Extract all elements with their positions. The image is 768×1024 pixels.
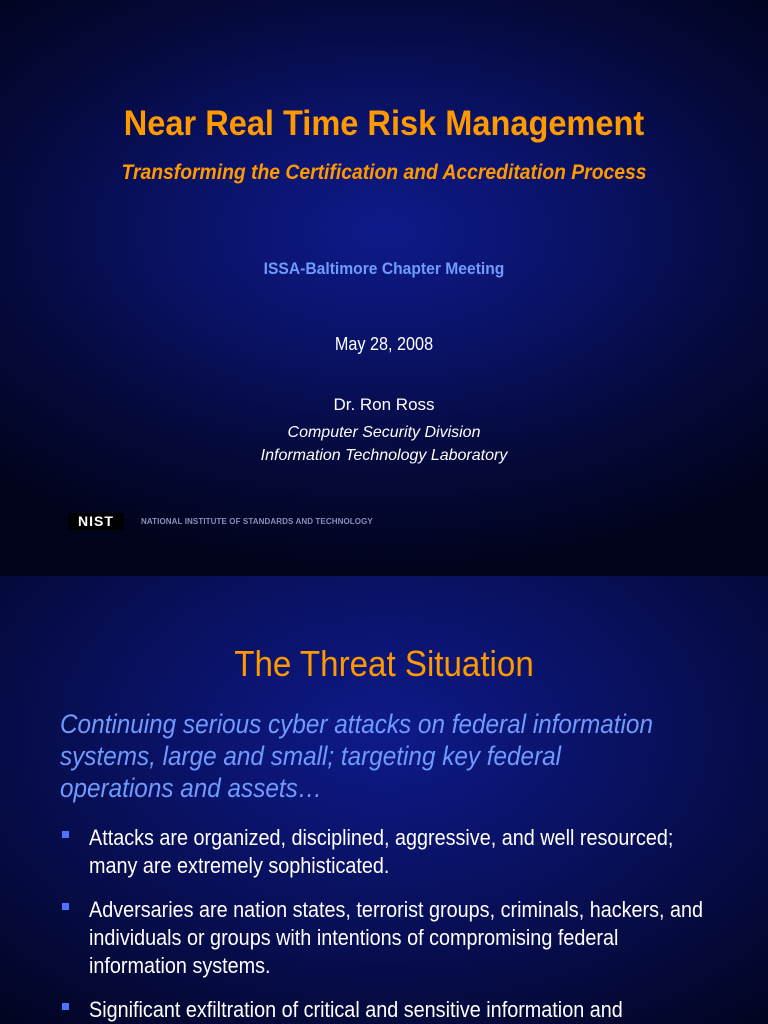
threat-slide	[0, 576, 768, 1024]
presentation-date: May 28, 2008	[334, 334, 434, 354]
lead-statement: Continuing serious cyber attacks on federal information systems, large and small; targeting key federal operations and assets…	[60, 709, 653, 803]
bullet-list	[60, 824, 750, 1024]
nist-logo-caption: NATIONAL INSTITUTE OF STANDARDS AND TECHNOLOGY	[141, 517, 373, 526]
slide-title: Near Real Time Risk Management	[123, 104, 645, 143]
list-item	[60, 996, 750, 1024]
meeting-name: ISSA-Baltimore Chapter Meeting	[263, 259, 505, 278]
slide-subtitle: Transforming the Certification and Accreditation Process	[121, 161, 647, 184]
affiliation-division: Computer Security Division	[287, 424, 481, 441]
bullet-text: Attacks are organized, disciplined, aggressive, and well resourced; many are extremely sophisticated.	[89, 825, 674, 878]
list-item	[60, 896, 750, 980]
bullet-square-icon	[62, 903, 69, 910]
affiliation-laboratory: Information Technology Laboratory	[260, 447, 508, 464]
bullet-square-icon	[62, 831, 69, 838]
bullet-text: Significant exfiltration of critical and sensitive information and	[89, 997, 623, 1022]
bullet-text: Adversaries are nation states, terrorist groups, criminals, hackers, and individuals or groups with intentions of compromising federal information systems.	[89, 897, 704, 978]
list-item	[60, 824, 750, 880]
slide-title: The Threat Situation	[234, 643, 534, 684]
bullet-square-icon	[62, 1003, 69, 1010]
nist-logo: NIST	[68, 513, 124, 530]
author-name: Dr. Ron Ross	[333, 395, 435, 414]
